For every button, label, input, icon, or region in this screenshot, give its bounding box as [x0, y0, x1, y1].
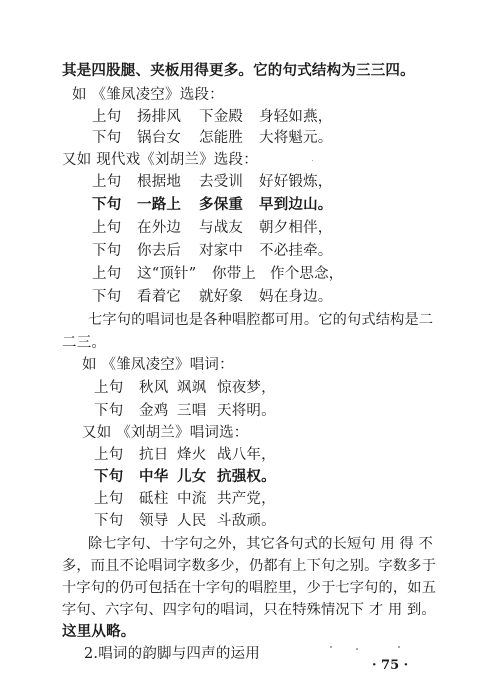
lyric-row [94, 512, 276, 530]
lyric-phrase: 抗日 [139, 447, 169, 463]
scan-speck [330, 646, 332, 648]
scan-speck [312, 160, 313, 161]
lyric-row [92, 129, 333, 147]
lyric-phrase: 就好象 [199, 289, 244, 305]
paragraph-line: 二三。 [62, 335, 107, 351]
lyric-phrase: 好好锻炼， [259, 174, 333, 190]
lyric-phrase: 烽火 [177, 447, 207, 463]
line-label: 上句 [94, 491, 124, 507]
lyric-row [92, 288, 333, 306]
lyric-phrase: 这“顶针” [137, 266, 197, 282]
line-label: 上句 [92, 220, 122, 236]
line-label: 上句 [92, 174, 122, 190]
lyric-row [92, 219, 333, 237]
example-intro: 又如 现代戏《刘胡兰》选段： [62, 152, 258, 168]
lyric-row [94, 490, 276, 508]
lyric-row [92, 265, 344, 283]
lyric-row [92, 242, 333, 260]
lyric-phrase: 秋风 [139, 380, 169, 396]
line-label: 下句 [94, 513, 124, 529]
lyric-phrase: 金鸡 [139, 403, 169, 419]
lyric-phrase: 妈在身边。 [259, 289, 333, 305]
line-label: 上句 [94, 447, 124, 463]
lyric-phrase: 领导 [139, 513, 169, 529]
lyric-phrase: 早到边山。 [259, 196, 333, 213]
lyric-phrase: 战八年， [217, 447, 276, 463]
lyric-phrase: 抗强权。 [217, 468, 276, 485]
lyric-phrase: 根据地 [137, 174, 182, 190]
line-label: 下句 [92, 196, 122, 213]
line-label: 下句 [94, 468, 124, 485]
line-label: 上句 [92, 109, 122, 125]
line-label: 下句 [92, 289, 122, 305]
line-label: 下句 [94, 403, 124, 419]
lyric-phrase: 儿女 [177, 468, 207, 485]
paragraph-continuation: 其是四股腿、夹板用得更多。它的句式结构为三三四。 [62, 62, 415, 79]
lyric-phrase: 多保重 [199, 196, 244, 213]
page-number: · 75 · [372, 658, 409, 673]
lyric-phrase: 人民 [177, 513, 207, 529]
lyric-phrase: 在外边 [137, 220, 182, 236]
lyric-row [94, 468, 276, 486]
lyric-phrase: 怎能胜 [199, 130, 244, 146]
lyric-row [94, 379, 276, 397]
lyric-phrase: 砥柱 [139, 491, 169, 507]
example-intro: 如 《雏凤凌空》唱词： [82, 357, 234, 373]
lyric-phrase: 不必挂牵。 [259, 243, 333, 259]
lyric-phrase: 扬排风 [137, 109, 182, 125]
paragraph-line: 七字句的唱词也是各种唱腔都可用。它的句式结构是二 [88, 312, 434, 328]
lyric-phrase: 对家中 [199, 243, 244, 259]
lyric-phrase: 大将魁元。 [259, 130, 333, 146]
lyric-phrase: 中流 [177, 491, 207, 507]
lyric-row [92, 173, 333, 191]
lyric-phrase: 中华 [139, 468, 169, 485]
example-intro: 又如 《刘胡兰》唱词选： [82, 425, 249, 441]
lyric-phrase: 一路上 [137, 196, 182, 213]
lyric-phrase: 作个思念， [270, 266, 344, 282]
lyric-row [94, 446, 276, 464]
lyric-phrase: 朝夕相伴， [259, 220, 333, 236]
lyric-phrase: 看着它 [137, 289, 182, 305]
section-heading: 2.唱词的韵脚与四声的运用 [84, 646, 260, 662]
lyric-phrase: 去受训 [199, 174, 244, 190]
lyric-phrase: 飒飒 [177, 380, 207, 396]
lyric-row [92, 196, 333, 214]
lyric-row [92, 108, 333, 126]
lyric-row [94, 402, 276, 420]
lyric-phrase: 身轻如燕， [259, 109, 333, 125]
paragraph-line: 多，而且不论唱词字数多少，仍都有上下句之别。字数多于 [62, 558, 437, 574]
line-label: 上句 [92, 266, 122, 282]
scan-speck [398, 646, 400, 648]
lyric-phrase: 下金殿 [199, 109, 244, 125]
lyric-phrase: 斗敌顽。 [217, 513, 276, 529]
paragraph-line: 字句、六字句、四字句的唱词，只在特殊情况下 才 用 到。 [62, 602, 436, 618]
paragraph-line: 除七字句、十字句之外，其它各句式的长短句 用 得 不 [88, 536, 434, 552]
paragraph-line: 这里从略。 [62, 623, 136, 640]
lyric-phrase: 惊夜梦， [217, 380, 276, 396]
line-label: 下句 [92, 243, 122, 259]
lyric-phrase: 锅台女 [137, 130, 182, 146]
lyric-phrase: 你带上 [212, 266, 257, 282]
lyric-phrase: 你去后 [137, 243, 182, 259]
example-intro: 如 《雏凤凌空》选段： [72, 87, 224, 103]
lyric-phrase: 共产党， [217, 491, 276, 507]
lyric-phrase: 天将明。 [217, 403, 276, 419]
lyric-phrase: 与战友 [199, 220, 244, 236]
paragraph-line: 十字句的仍可包括在十字句的唱腔里，少于七字句的，如五 [62, 580, 437, 596]
line-label: 上句 [94, 380, 124, 396]
lyric-phrase: 三唱 [177, 403, 207, 419]
scan-speck [356, 648, 358, 650]
line-label: 下句 [92, 130, 122, 146]
